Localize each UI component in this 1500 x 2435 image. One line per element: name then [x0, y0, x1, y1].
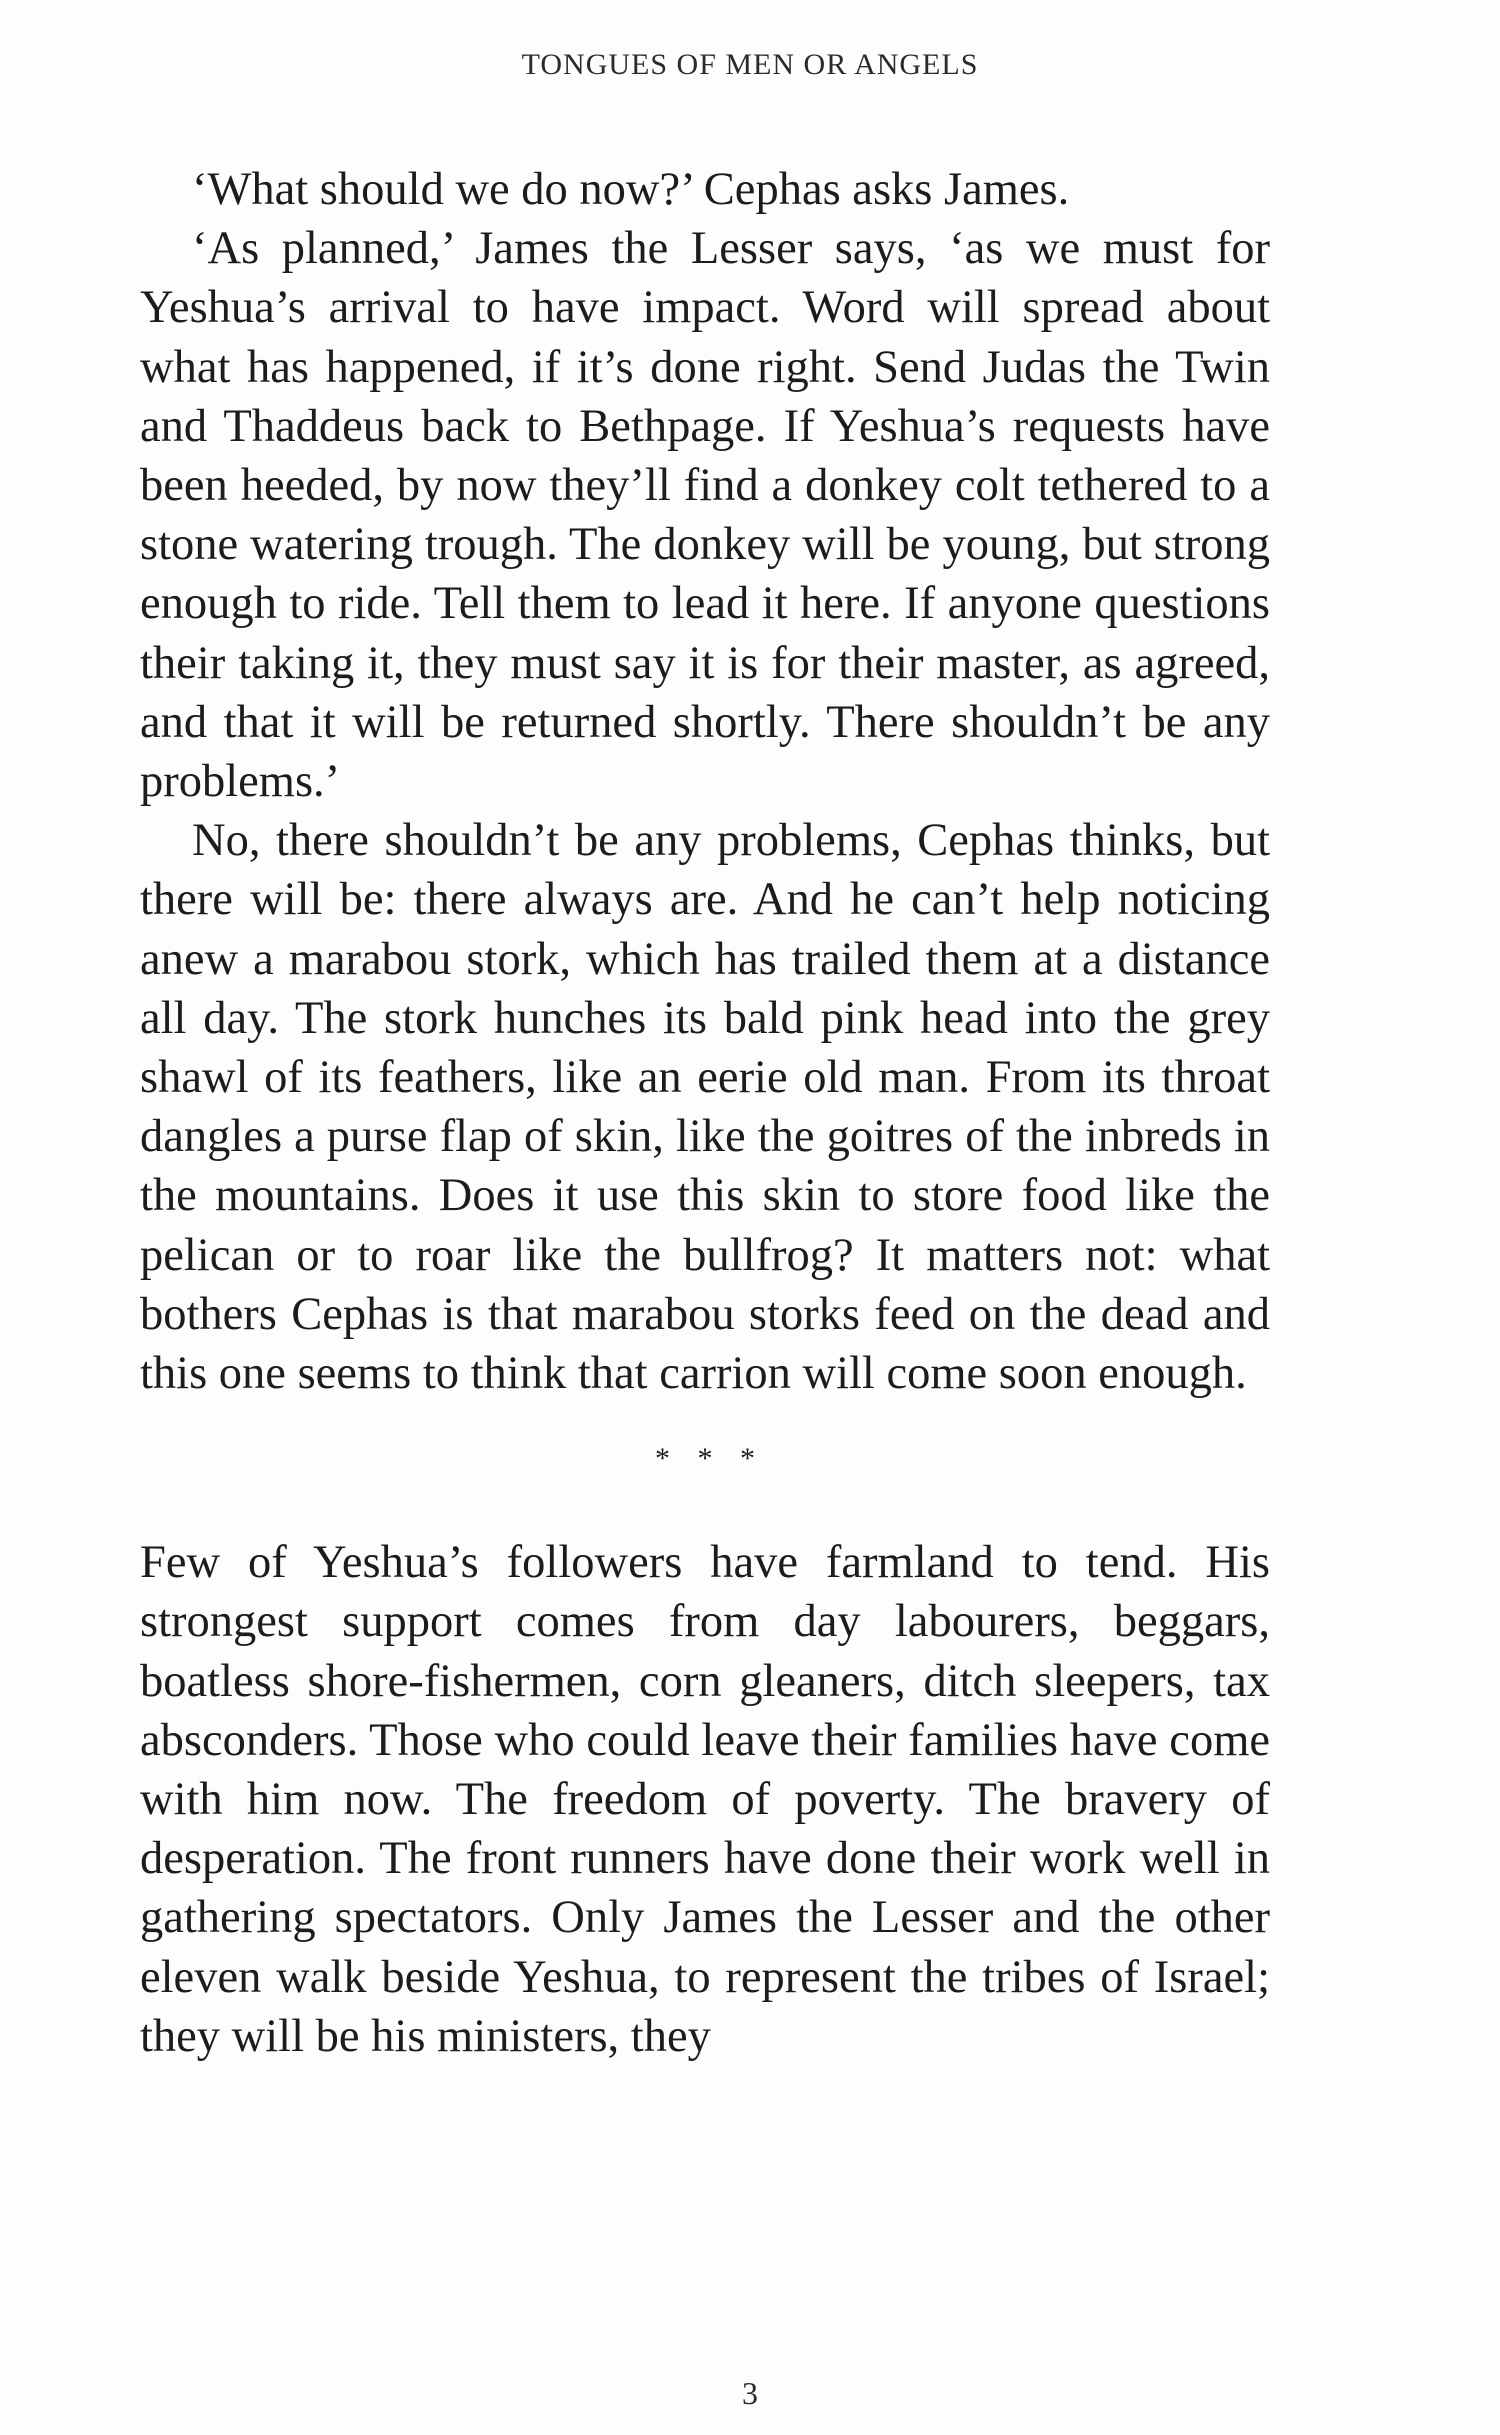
- section-break: * * *: [655, 1442, 765, 1476]
- running-head: TONGUES OF MEN OR ANGELS: [521, 48, 979, 81]
- paragraph: ‘What should we do now?’ Cephas asks James.: [192, 164, 1070, 215]
- page-number: 3: [742, 2375, 758, 2411]
- paragraph: ‘As planned,’ James the Lesser says, ‘as we must for Yeshua’s arrival to have impact. Word will spread about what has happened, if it’s done right. Send Judas the Twin and Thaddeus back to Bethpage. If Yeshua’s requests have been heeded, by now they’ll find a donkey colt tethered to a stone watering trough. The donkey will be young, but strong enough to ride. Tell them to lead it here. If anyone questions their taking it, they must say it is for their master, as agreed, and that it will be returned shortly. There shouldn’t be any problems.’: [140, 223, 1270, 808]
- body-text: [140, 160, 1270, 2066]
- paragraph: Few of Yeshua’s followers have farmland to tend. His strongest support comes from day labourers, beggars, boatless shore-fishermen, corn gleaners, ditch sleepers, tax absconders. Those who could leave their families have come with him now. The freedom of poverty. The bravery of desperation. The front runners have done their work well in gathering spectators. Only James the Lesser and the other eleven walk beside Yeshua, to represent the tribes of Israel; they will be his ministers, they: [140, 1537, 1270, 2062]
- paragraph: No, there shouldn’t be any problems, Cephas thinks, but there will be: there always are. And he can’t help noticing anew a marabou stork, which has trailed them at a distance all day. The stork hunches its bald pink head into the grey shawl of its feathers, like an eerie old man. From its throat dangles a purse flap of skin, like the goitres of the inbreds in the mountains. Does it use this skin to store food like the pelican or to roar like the bullfrog? It matters not: what bothers Cephas is that marabou storks feed on the dead and this one seems to think that carrion will come soon enough.: [140, 815, 1270, 1400]
